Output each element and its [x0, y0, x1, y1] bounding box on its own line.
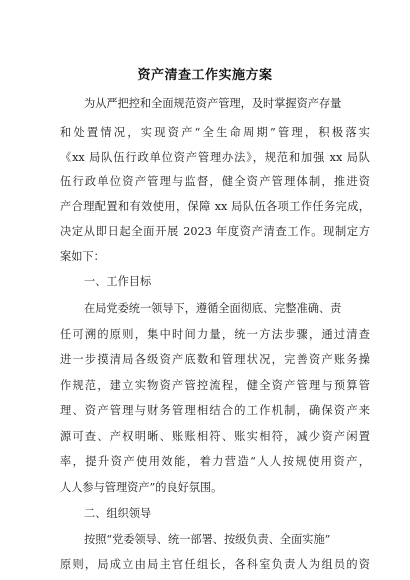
- paragraph-line: 原则，局成立由局主官任组长，各科室负责人为组员的资: [60, 558, 370, 571]
- paragraph-line: 率，提升资产使用效能，着力营造“人人按规使用资产，: [60, 455, 370, 468]
- paragraph-line: 作规范，建立实物资产管控流程，健全资产管理与预算管: [60, 379, 370, 392]
- paragraph-line: 进一步摸清局各级资产底数和管理状况，完善资产账务操: [60, 353, 370, 366]
- paragraph-line: 任可溯的原则，集中时间力量，统一方法步骤，通过清查: [60, 328, 370, 341]
- paragraph-line: 按照“党委领导、统一部署、按级负责、全面实施”: [84, 533, 331, 546]
- section-heading: 二、组织领导: [84, 507, 152, 520]
- section-heading: 一、工作目标: [84, 275, 152, 288]
- paragraph-line: 决定从即日起全面开展 2023 年度资产清查工作。现制定方: [60, 225, 370, 238]
- paragraph-line: 人人参与管理资产”的良好氛围。: [60, 481, 223, 494]
- document-title: 资产清查工作实施方案: [137, 68, 273, 83]
- paragraph-line: 理、资产管理与财务管理相结合的工作机制，确保资产来: [60, 404, 370, 417]
- paragraph-line: 和处置情况，实现资产“全生命周期”管理，积极落实: [60, 126, 370, 139]
- paragraph-line: 产合理配置和有效使用，保障 xx 局队伍各项工作任务完成，: [60, 200, 370, 213]
- paragraph-line: 在局党委统一领导下，遵循全面彻底、完整准确、责: [84, 302, 342, 315]
- paragraph-line: 伍行政单位资产管理与监督，健全资产管理体制，推进资: [60, 175, 370, 188]
- paragraph-line: 源可查、产权明晰、账账相符、账实相符，减少资产闲置: [60, 430, 370, 443]
- paragraph-line: 《xx 局队伍行政单位资产管理办法》，规范和加强 xx 局队: [60, 151, 370, 164]
- paragraph-line: 为从严把控和全面规范资产管理，及时掌握资产存量: [84, 97, 342, 110]
- paragraph-line: 案如下：: [60, 250, 105, 263]
